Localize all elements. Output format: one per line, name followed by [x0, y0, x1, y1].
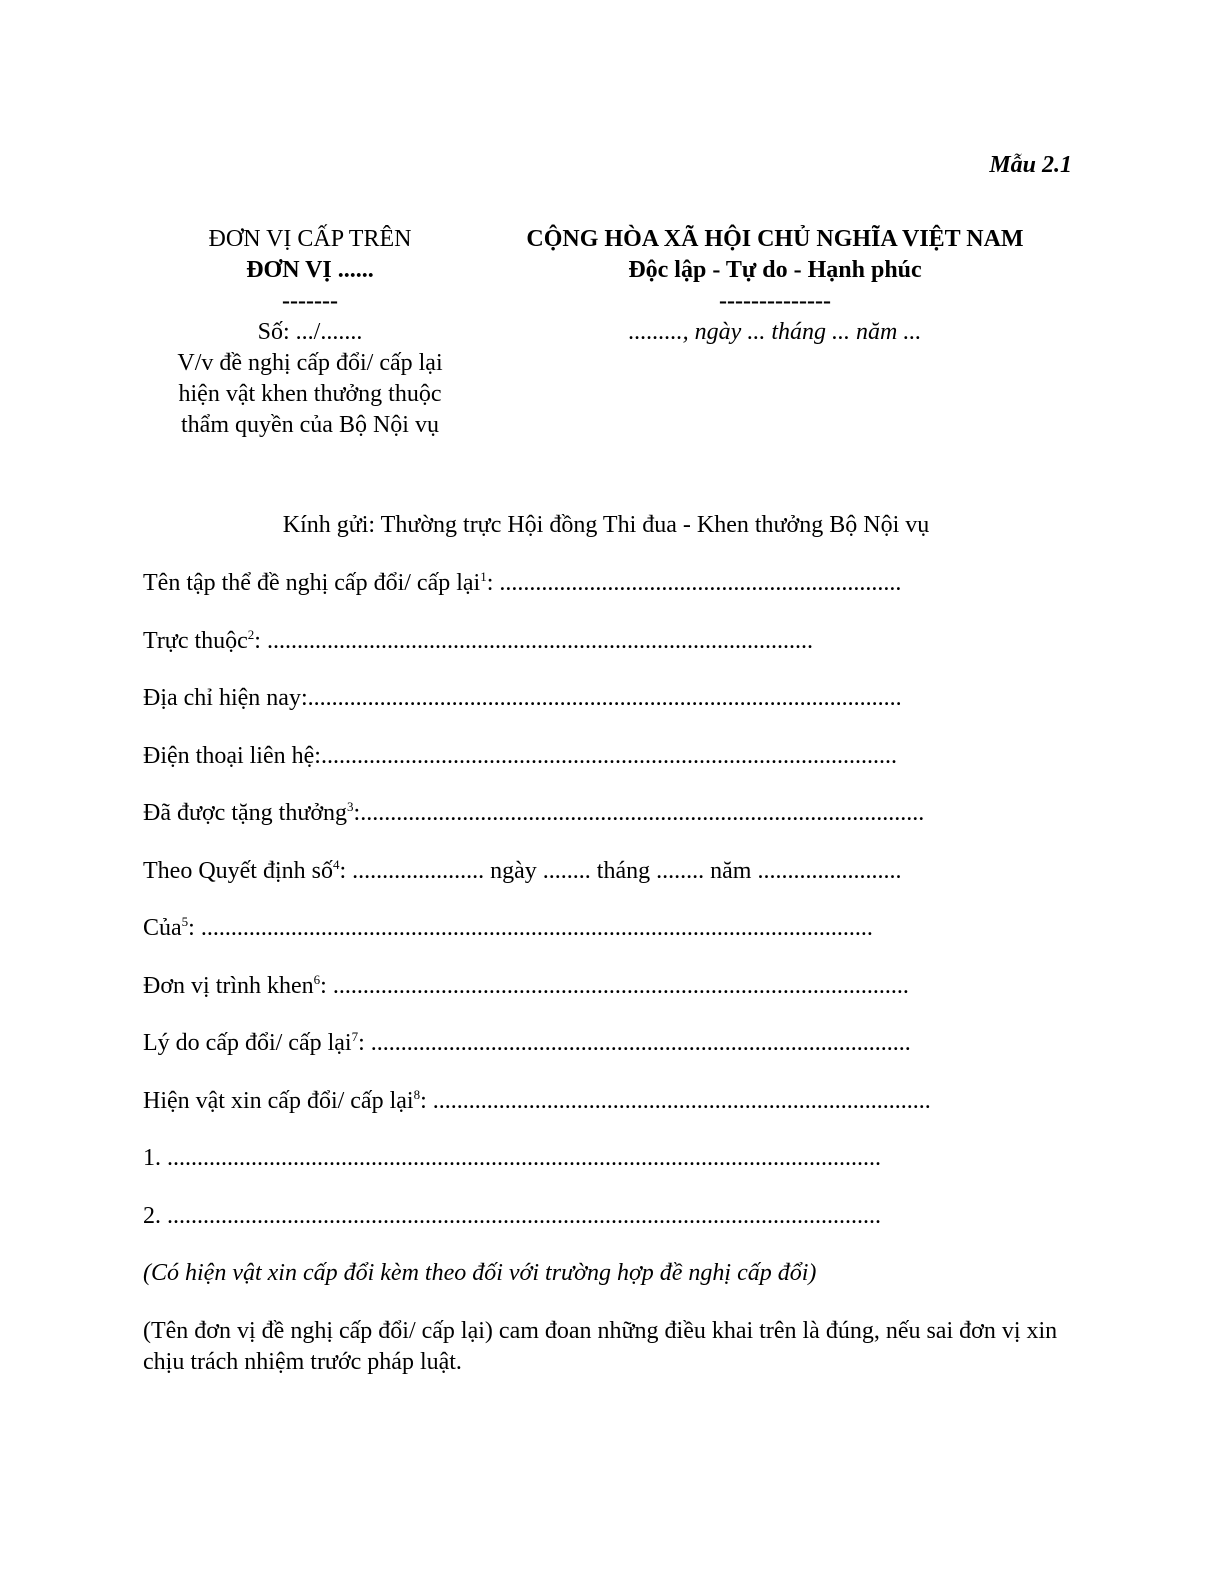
national-motto: Độc lập - Tự do - Hạnh phúc [628, 257, 922, 283]
field-blank: : ................................................................................................................ [188, 915, 873, 941]
subject-line-2: hiện vật khen thưởng thuộc [178, 381, 442, 407]
subject-line-1: V/v đề nghị cấp đổi/ cấp lại [177, 350, 443, 376]
item-line-2 [143, 1203, 1063, 1230]
field-blank: : ........................................................................................... [254, 628, 813, 654]
attachment-note: (Có hiện vật xin cấp đổi kèm theo đối với trường hợp đề nghị cấp đổi) [143, 1260, 817, 1286]
item-number: 1. [143, 1145, 167, 1171]
field-collective-name [143, 570, 1063, 597]
footnote-ref: 6 [313, 972, 321, 987]
field-affiliation [143, 628, 1063, 655]
field-label: Của [143, 915, 182, 941]
field-phone [143, 743, 1063, 770]
national-header-block [460, 224, 1090, 348]
field-label: Lý do cấp đổi/ cấp lại [143, 1030, 352, 1056]
field-blank: : .......................................................................................... [358, 1030, 911, 1056]
field-blank: :.............................................................................................. [353, 800, 925, 826]
field-label: Địa chỉ hiện nay: [143, 685, 308, 711]
field-blank: ................................................................................................... [307, 685, 902, 711]
footnote-ref: 8 [413, 1087, 421, 1102]
issuing-unit-block [140, 224, 480, 441]
field-label: Đơn vị trình khen [143, 973, 314, 999]
form-code: Mẫu 2.1 [989, 152, 1072, 178]
item-number: 2. [143, 1203, 167, 1229]
right-separator: -------------- [719, 288, 831, 314]
field-label: Trực thuộc [143, 628, 248, 654]
footnote-ref: 5 [181, 914, 189, 929]
field-label: Điện thoại liên hệ: [143, 743, 321, 769]
superior-unit: ĐƠN VỊ CẤP TRÊN [208, 226, 412, 252]
recipient-line: Kính gửi: Thường trực Hội đồng Thi đua - Khen thưởng Bộ Nội vụ [282, 512, 930, 538]
footnote-ref: 7 [351, 1029, 359, 1044]
field-label: Hiện vật xin cấp đổi/ cấp lại [143, 1088, 414, 1114]
field-proposing-unit [143, 973, 1063, 1000]
country-name: CỘNG HÒA XÃ HỘI CHỦ NGHĨA VIỆT NAM [526, 226, 1024, 252]
field-label: Theo Quyết định số [143, 858, 333, 884]
field-blank: ................................................................................................ [320, 743, 897, 769]
field-blank: ....................................................................................................................... [167, 1203, 881, 1229]
field-reason [143, 1030, 1063, 1057]
field-blank: : ................................................................................................ [320, 973, 909, 999]
field-decision-number [143, 858, 1063, 885]
field-issuer [143, 915, 1063, 942]
footnote-ref: 3 [347, 799, 354, 814]
subject-line-3: thẩm quyền của Bộ Nội vụ [181, 412, 439, 438]
field-blank: ....................................................................................................................... [167, 1145, 881, 1171]
unit-name: ĐƠN VỊ ...... [246, 257, 374, 283]
declaration-paragraph: (Tên đơn vị đề nghị cấp đổi/ cấp lại) cam đoan những điều khai trên là đúng, nếu sai đơn vị xin chịu trách nhiệm trước pháp luật. [143, 1318, 1058, 1375]
footnote-ref: 4 [332, 857, 340, 872]
field-address [143, 685, 1063, 712]
field-label: Đã được tặng thưởng [143, 800, 348, 826]
field-blank: : ................................................................................... [420, 1088, 931, 1114]
date-line: ........., ngày ... tháng ... năm ... [628, 319, 922, 345]
field-blank: : ...................... ngày ........ tháng ........ năm ........................ [339, 858, 902, 884]
left-separator: ------- [282, 288, 338, 314]
document-number: Số: .../....... [257, 319, 363, 345]
field-items [143, 1088, 1063, 1115]
footnote-ref: 2 [247, 627, 255, 642]
field-awarded [143, 800, 1063, 827]
field-label: Tên tập thể đề nghị cấp đổi/ cấp lại [143, 570, 481, 596]
footnote-ref: 1 [480, 569, 487, 584]
item-line-1 [143, 1145, 1063, 1172]
field-blank: : ................................................................... [486, 570, 902, 596]
